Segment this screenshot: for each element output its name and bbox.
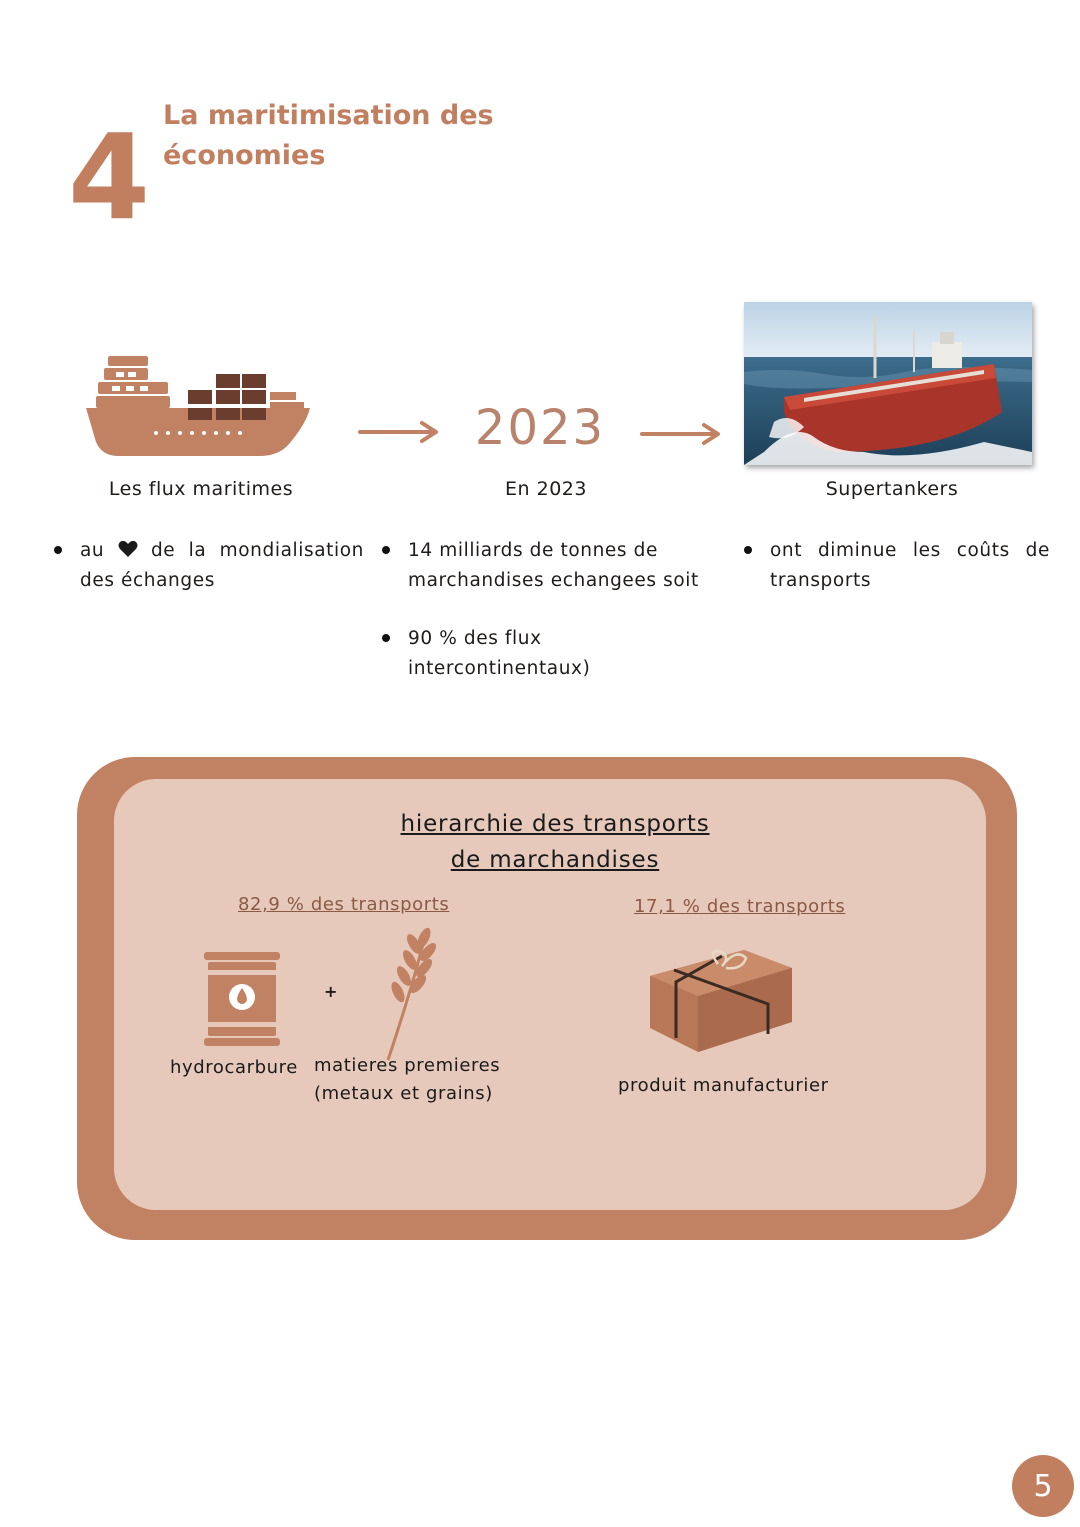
hierarchy-title: hierarchie des transports de marchandises <box>400 811 710 873</box>
list-item: 14 milliards de tonnes de marchandises echangees soit <box>380 536 720 596</box>
right-share: 17,1 % des transports <box>634 896 846 917</box>
caption-year: En 2023 <box>505 478 587 500</box>
label-hydrocarbure: hydrocarbure <box>170 1057 298 1078</box>
caption-flux-maritimes: Les flux maritimes <box>108 478 294 500</box>
heart-icon <box>118 540 138 558</box>
label-produit: produit manufacturier <box>618 1075 829 1096</box>
page-number: 5 <box>1012 1455 1074 1517</box>
list-item: au de la mondialisation des échanges <box>52 536 364 596</box>
wheat-icon <box>374 922 444 1062</box>
label-matieres: matieres premieres (metaux et grains) <box>314 1055 501 1104</box>
bullet-list-supertankers <box>742 536 1050 624</box>
parcel-icon <box>646 942 796 1054</box>
list-item: 90 % des flux intercontinentaux) <box>380 624 608 684</box>
section-title: La maritimisation des économies <box>163 100 494 171</box>
oil-barrel-icon <box>202 952 282 1046</box>
arrow-right-icon <box>358 420 440 444</box>
section-number: 4 <box>68 108 151 246</box>
bullet-list-2023 <box>380 536 720 712</box>
bullet-list-flux <box>52 536 364 624</box>
plus-sign: + <box>324 982 338 1001</box>
year-display: 2023 <box>474 400 606 456</box>
cargo-ship-icon <box>84 354 314 460</box>
supertanker-photo <box>744 302 1032 465</box>
list-item: ont diminue les coûts de transports <box>742 536 1050 596</box>
arrow-right-icon <box>640 422 722 446</box>
left-share: 82,9 % des transports <box>238 894 450 915</box>
caption-supertankers: Supertankers <box>825 478 959 500</box>
